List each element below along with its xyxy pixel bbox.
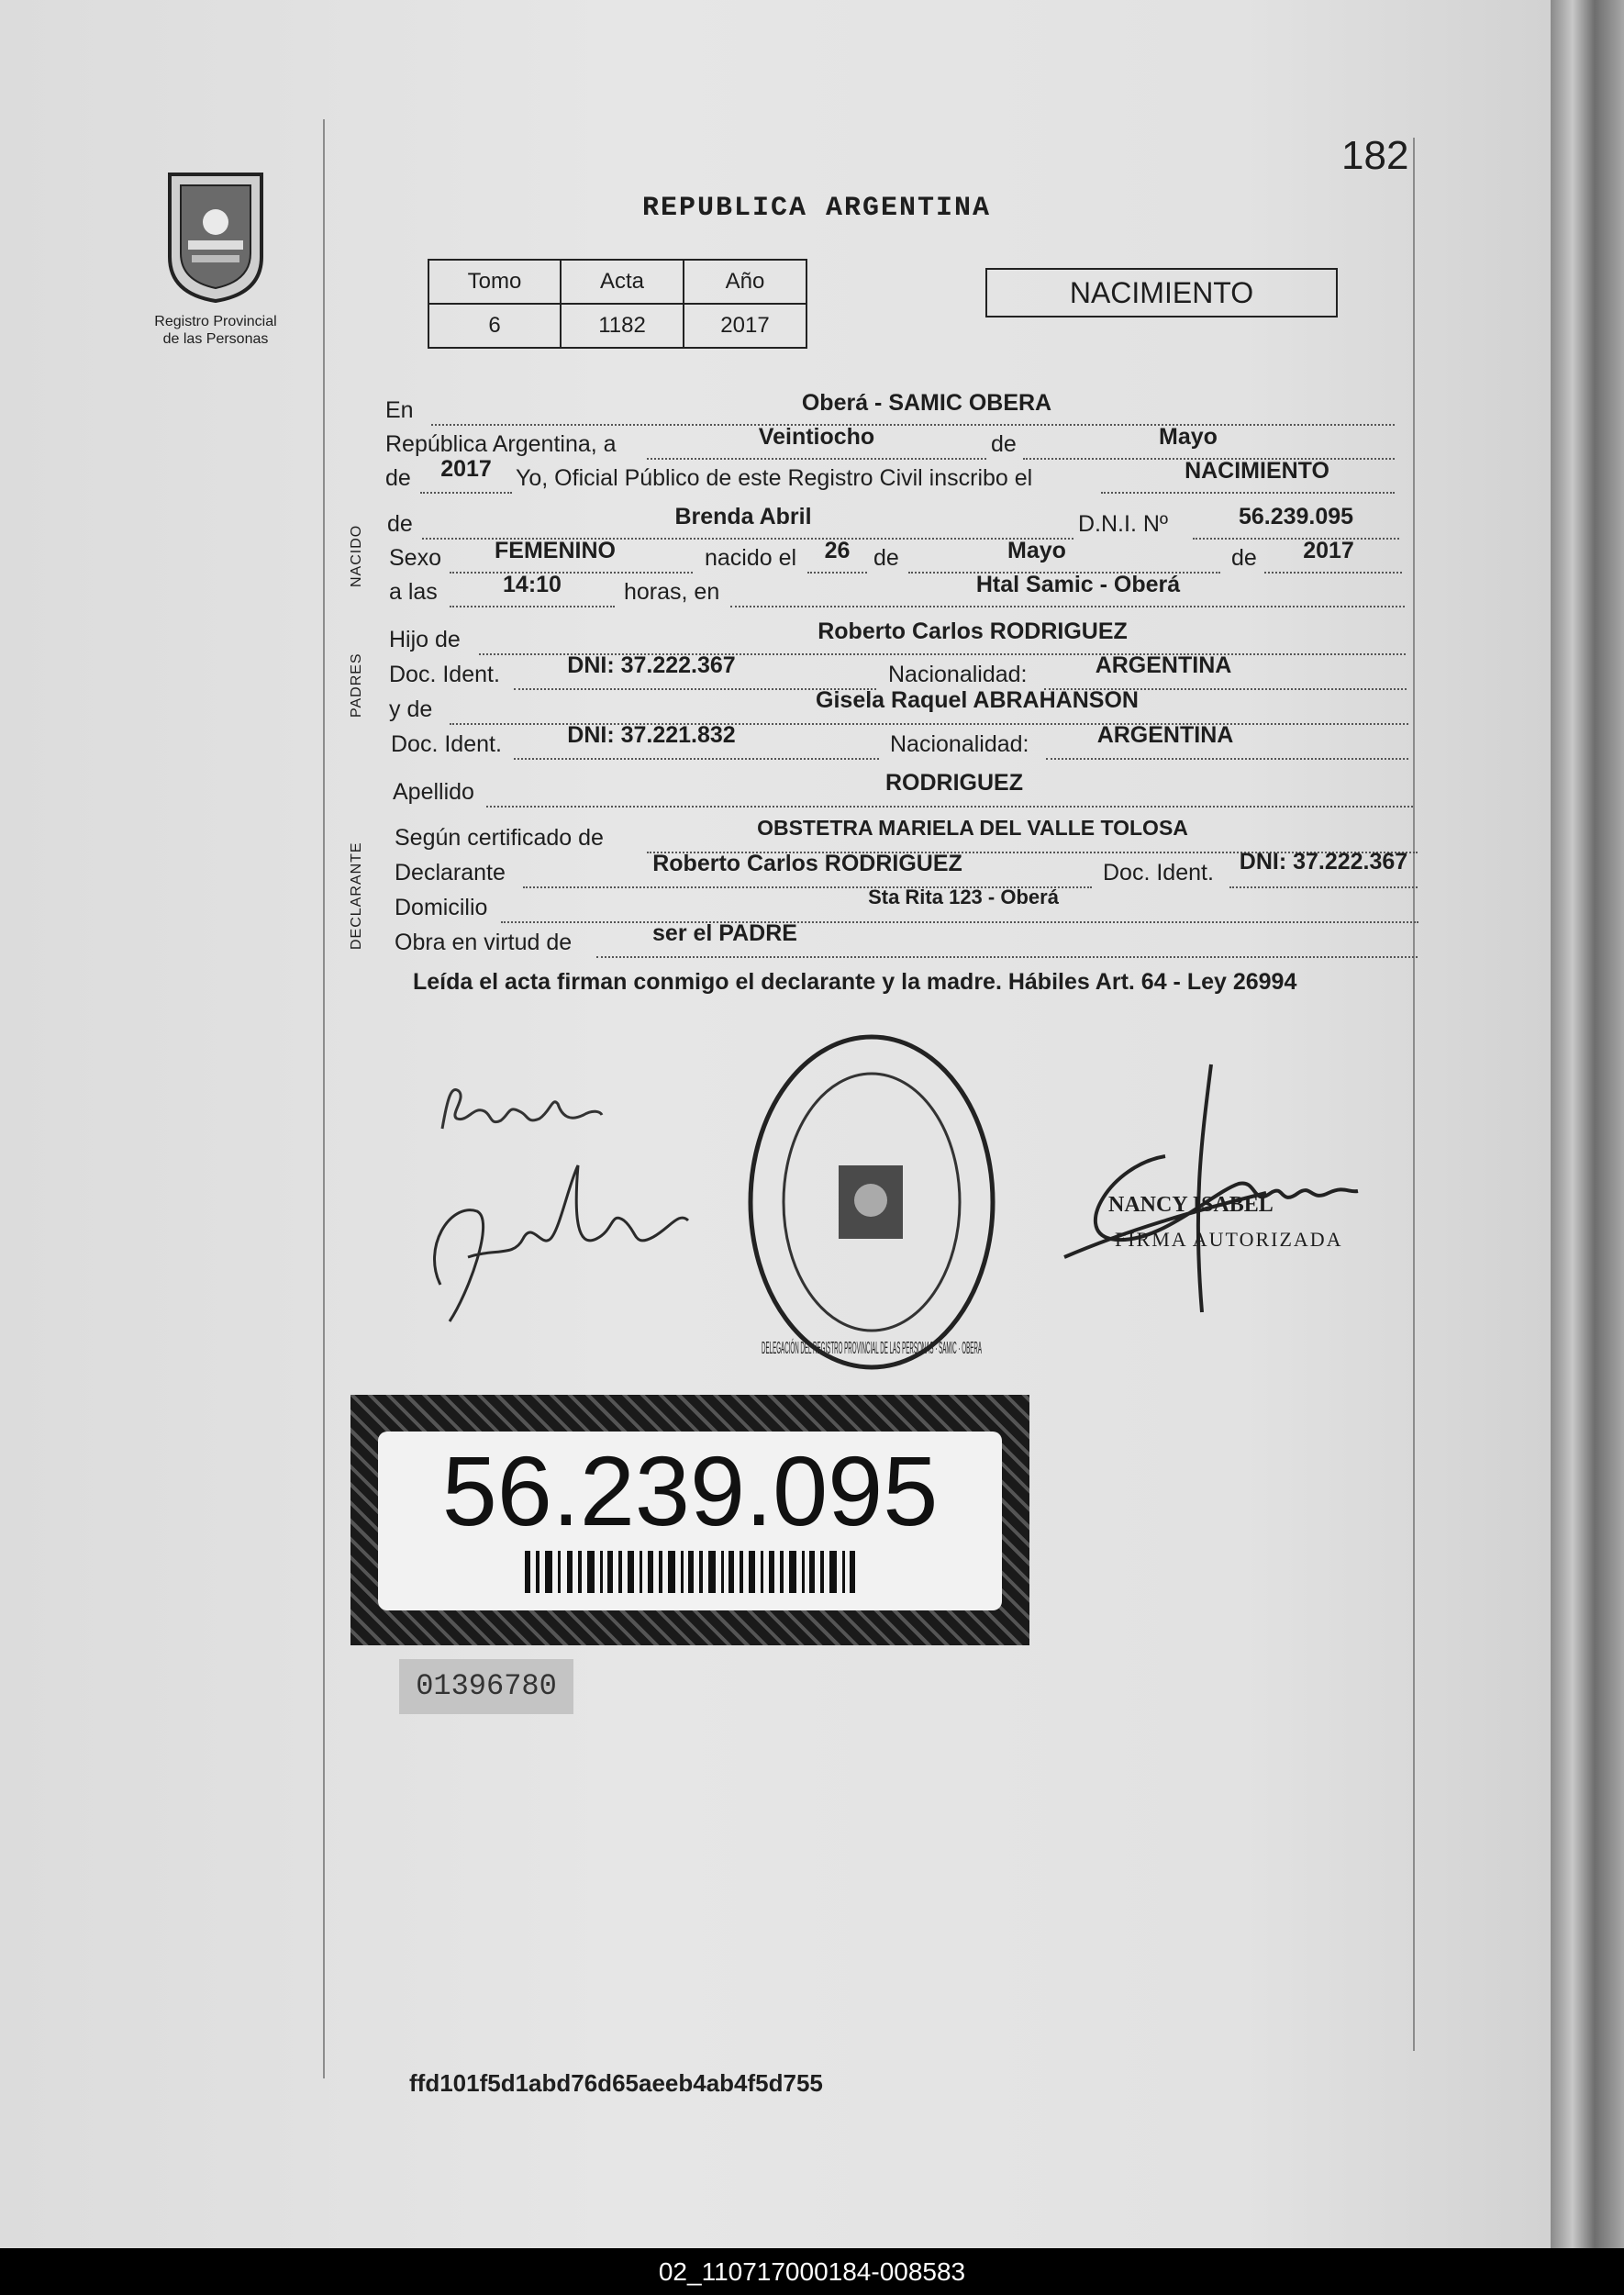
label-y-de: y de [389,696,433,722]
value-padre: Roberto Carlos RODRIGUEZ [818,618,1128,644]
value-anio: 2017 [684,304,806,348]
label-nacionalidad2: Nacionalidad: [890,731,1029,757]
header-acta: Acta [561,260,684,304]
page-edge [1551,0,1624,2248]
closing-note: Leída el acta firman conmigo el declarante y la madre. Hábiles Art. 64 - Ley 26994 [413,969,1297,995]
side-label-nacido: NACIDO [349,524,364,587]
value-lugar: Oberá - SAMIC OBERA [801,390,1052,416]
value-declarante: Roberto Carlos RODRIGUEZ [652,851,962,876]
dni-label-number: 56.239.095 [441,1435,939,1546]
serial-number: 01396780 [399,1659,573,1714]
side-label-padres: PADRES [349,652,364,718]
label-nacionalidad: Nacionalidad: [888,662,1028,687]
value-sexo: FEMENINO [495,538,616,563]
stamp-text [762,1338,982,1357]
label-doc-ident3: Doc. Ident. [1103,860,1214,886]
value-obra: ser el PADRE [652,920,797,946]
value-certificado: OBSTETRA MARIELA DEL VALLE TOLOSA [757,816,1188,840]
value-anio: 2017 [440,456,492,482]
right-margin-line [1413,138,1415,2051]
value-hora: 14:10 [503,572,562,597]
value-madre-nac: ARGENTINA [1096,722,1234,748]
label-domicilio: Domicilio [395,895,488,920]
dni-barcode-label [350,1395,1029,1645]
firma-name: NANCY ISABEL [1108,1193,1274,1217]
page-number: 182 [1341,133,1409,178]
label-republica: República Argentina, a [385,431,617,457]
value-lugar-nac: Htal Samic - Oberá [975,572,1181,597]
label-segun: Según certificado de [395,825,604,851]
label-sexo: Sexo [389,545,441,571]
label-a-las: a las [389,579,438,605]
value-dia-nac: 26 [824,538,851,563]
handwritten-signature-madre [413,1147,706,1331]
firma-role: FIRMA AUTORIZADA [1115,1228,1343,1251]
label-declarante: Declarante [395,860,506,886]
registry-table [428,259,807,349]
value-mes-nac: Mayo [1007,538,1066,563]
footer-filename: 02_110717000184-008583 [0,2248,1624,2295]
value-padre-dni: DNI: 37.222.367 [567,652,736,678]
left-margin-line [323,119,325,2078]
value-padre-nac: ARGENTINA [1095,652,1232,678]
handwritten-signature-roberto [431,1078,615,1142]
value-acto: NACIMIENTO [1185,458,1329,484]
label-horas-en: horas, en [624,579,720,605]
header-anio: Año [684,260,806,304]
registry-logo [138,165,294,349]
label-de3: de [873,545,899,571]
provincial-seal-icon [161,165,271,303]
label-de-nombre: de [387,511,413,537]
side-label-declarante: DECLARANTE [349,841,364,950]
barcode-icon [525,1551,855,1593]
value-madre-dni: DNI: 37.221.832 [567,722,736,748]
label-nacido-el: nacido el [705,545,797,571]
document-hash: ffd101f5d1abd76d65aeeb4ab4f5d755 [409,2069,823,2097]
label-de4: de [1231,545,1257,571]
value-apellido: RODRIGUEZ [885,770,1023,796]
label-apellido: Apellido [393,779,474,805]
label-obra: Obra en virtud de [395,930,573,955]
value-mes: Mayo [1159,424,1218,450]
value-declarante-dni: DNI: 37.222.367 [1239,849,1408,875]
label-doc-ident2: Doc. Ident. [391,731,502,757]
value-dni: 56.239.095 [1238,504,1354,529]
value-acta: 1182 [561,304,684,348]
logo-caption: Registro Provincial de las Personas [154,314,277,347]
value-nombre: Brenda Abril [674,504,812,529]
label-de: de [991,431,1017,457]
label-inscribo: Yo, Oficial Público de este Registro Civil inscribo el [516,465,1033,491]
label-hijo-de: Hijo de [389,627,461,652]
label-dni: D.N.I. Nº [1078,511,1169,537]
document-title: REPUBLICA ARGENTINA [642,193,992,224]
official-stamp [743,1028,1000,1376]
label-de2: de [385,465,411,491]
label-en: En [385,397,414,423]
value-tomo: 6 [428,304,561,348]
value-anio-nac: 2017 [1303,538,1354,563]
label-doc-ident: Doc. Ident. [389,662,500,687]
value-madre: Gisela Raquel ABRAHANSON [816,687,1139,713]
act-type-box: NACIMIENTO [985,268,1338,318]
value-dia-texto: Veintiocho [758,424,875,450]
dni-label-inner [378,1432,1002,1610]
header-tomo: Tomo [428,260,561,304]
value-domicilio: Sta Rita 123 - Oberá [868,886,1059,908]
handwritten-signature-oficial [1055,1055,1376,1321]
